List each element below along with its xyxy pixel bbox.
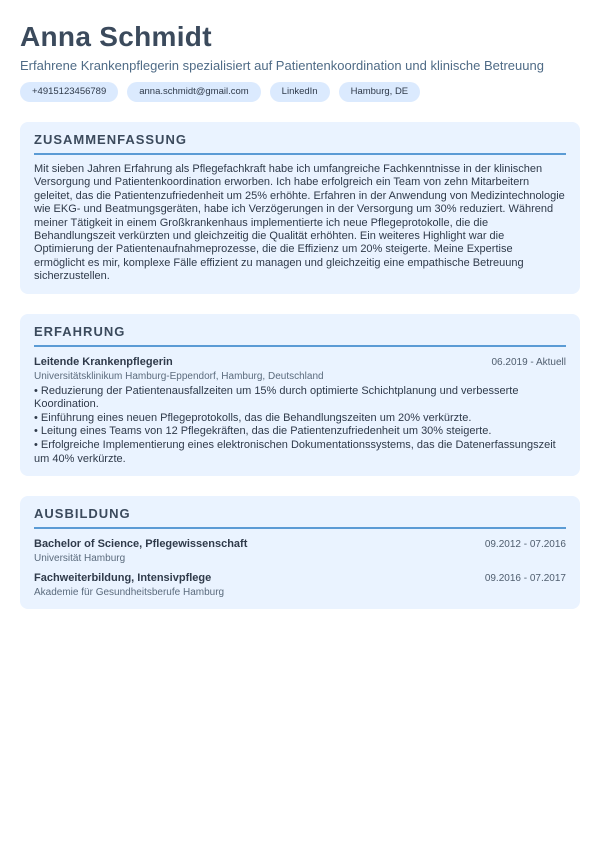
candidate-subtitle: Erfahrene Krankenpflegerin spezialisiert auf Patientenkoordination und klinische Betreuung: [20, 58, 544, 73]
summary-text: Mit sieben Jahren Erfahrung als Pflegefachkraft habe ich umfangreiche Fachkenntnisse in der klinischen Versorgung und Patientenkoordination erworben. Ich habe erfolgreich ein Team von zehn Mitarbeitern geleitet, das die Patientenzufriedenheit um 25% erhöhte. Erfahren in der Anwendung von Medizintechnologie wie EKG- und Beatmungsgeräten, habe ich Verzögerungen in der Versorgung um 30% reduziert. Während meiner Tätigkeit in einem Großkrankenhaus implementierte ich neue Pflegeprotokolle, die die Behandlungszeit verkürzten und gleichzeitig die Qualität erhöhten. Ein weiteres Highlight war die Optimierung der Patientenaufnahmeprozesse, die die Effizienz um 20% steigerte. Meine Expertise ermöglicht es mir, komplexe Fälle effizient zu managen und gleichzeitig eine empathische Betreuung sicherzustellen.: [34, 163, 565, 283]
candidate-name: Anna Schmidt: [20, 21, 212, 52]
experience-bullet: • Erfolgreiche Implementierung eines elektronischen Dokumentationssystems, das die Datenerfassungszeit um 40% verkürzte.: [34, 439, 556, 465]
phone-chip[interactable]: +4915123456789: [20, 82, 118, 102]
education-school: Universität Hamburg: [34, 553, 126, 565]
summary-section: [20, 122, 580, 294]
location-chip[interactable]: Hamburg, DE: [339, 82, 421, 102]
experience-bullet: • Einführung eines neuen Pflegeprotokolls, das die Behandlungszeiten um 20% verkürzte.: [34, 411, 472, 424]
education-date: 09.2012 - 07.2016: [484, 539, 566, 551]
experience-bullet: • Reduzierung der Patientenausfallzeiten um 15% durch optimierte Schichtplanung und verbesserte Koordination.: [34, 384, 519, 411]
experience-heading: ERFAHRUNG: [34, 324, 566, 347]
education-section: [20, 496, 580, 609]
education-entry: [34, 537, 566, 565]
contact-chips: [20, 82, 580, 102]
experience-role: Leitende Krankenpflegerin: [34, 355, 173, 368]
experience-bullets: [34, 385, 566, 467]
education-date: 09.2016 - 07.2017: [484, 573, 566, 585]
education-degree: Bachelor of Science, Pflegewissenschaft: [34, 538, 248, 551]
experience-entry: [34, 355, 566, 467]
education-entry: [34, 571, 566, 599]
summary-heading: ZUSAMMENFASSUNG: [34, 132, 566, 155]
education-degree: Fachweiterbildung, Intensivpflege: [34, 572, 212, 585]
email-chip[interactable]: anna.schmidt@gmail.com: [127, 82, 260, 102]
linkedin-chip[interactable]: LinkedIn: [270, 82, 330, 102]
experience-date: 06.2019 - Aktuell: [491, 356, 566, 368]
education-heading: AUSBILDUNG: [34, 506, 566, 529]
education-school: Akademie für Gesundheitsberufe Hamburg: [34, 587, 225, 599]
experience-bullet: • Leitung eines Teams von 12 Pflegekräften, das die Patientenzufriedenheit um 30% steigerte.: [34, 425, 492, 438]
experience-section: [20, 314, 580, 477]
experience-org: Universitätsklinikum Hamburg-Eppendorf, Hamburg, Deutschland: [34, 370, 324, 382]
